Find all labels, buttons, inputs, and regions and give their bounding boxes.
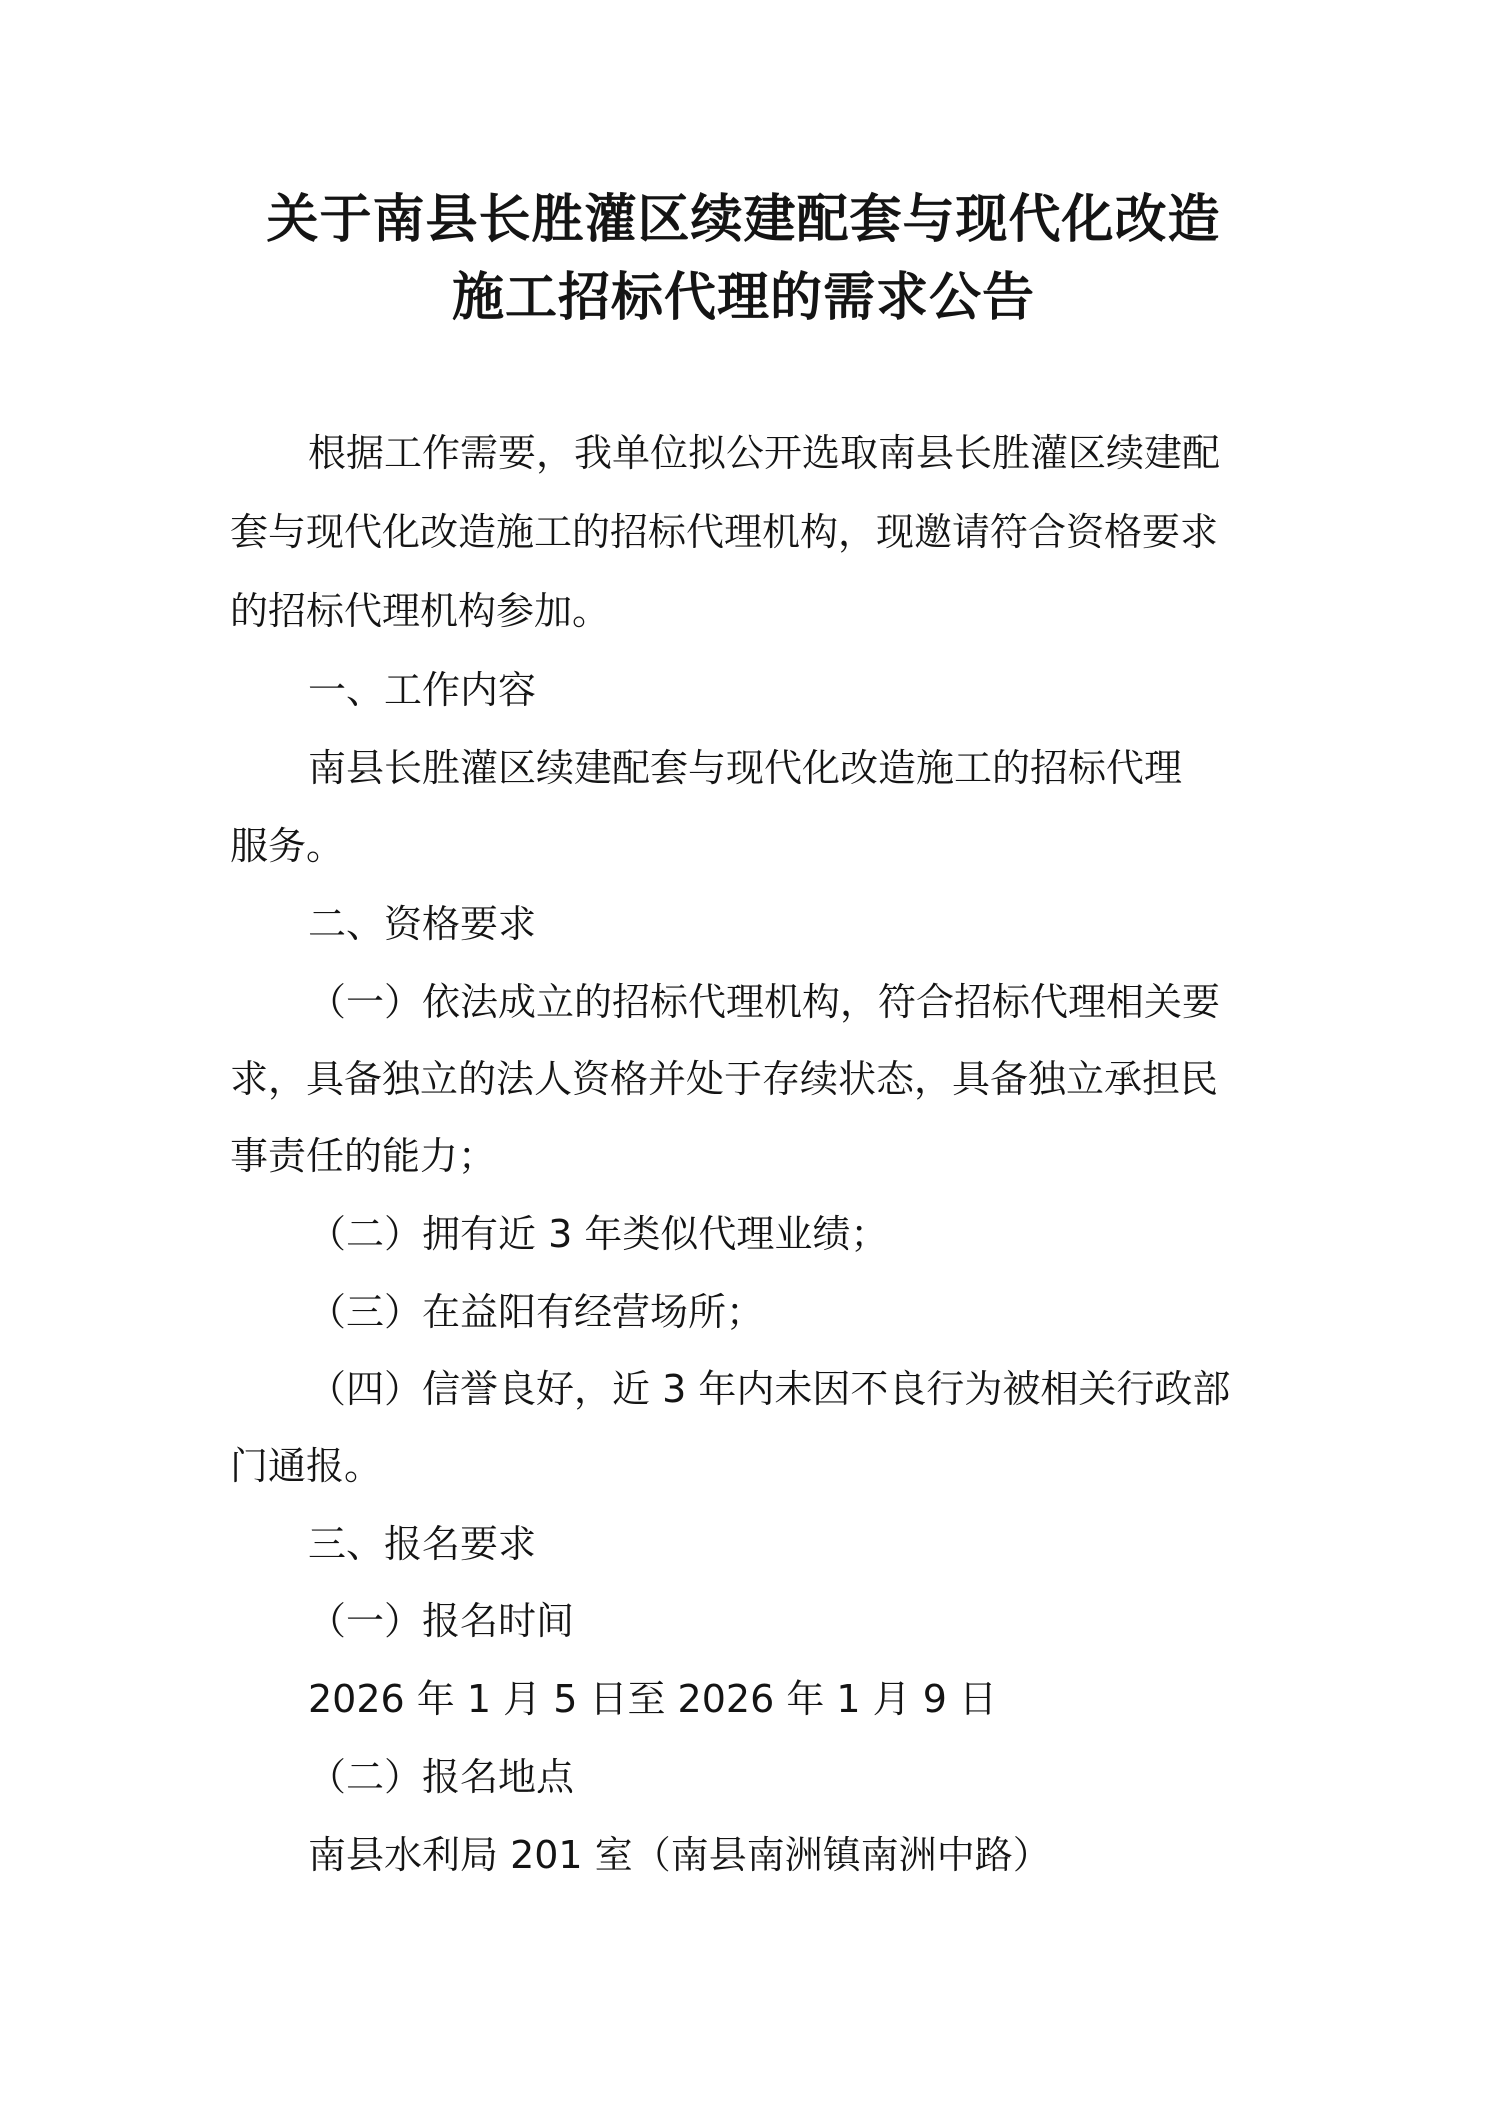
section-2-heading: 二、资格要求 xyxy=(308,902,537,946)
qualification-item-1-line-2: 求，具备独立的法人资格并处于存续状态，具备独立承担民 xyxy=(230,1057,1219,1101)
registration-place-value: 南县水利局 201 室（南县南洲镇南洲中路） xyxy=(308,1833,1051,1877)
section-1-line-2: 服务。 xyxy=(230,824,345,868)
qualification-item-2: （二）拥有近 3 年类似代理业绩； xyxy=(308,1212,889,1256)
intro-line-2: 套与现代化改造施工的招标代理机构，现邀请符合资格要求 xyxy=(230,510,1219,554)
section-1-line-1: 南县长胜灌区续建配套与现代化改造施工的招标代理 xyxy=(308,746,1183,790)
section-1-heading: 一、工作内容 xyxy=(308,668,537,712)
registration-time-label: （一）报名时间 xyxy=(308,1599,575,1643)
registration-time-value: 2026 年 1 月 5 日至 2026 年 1 月 9 日 xyxy=(308,1677,997,1721)
qualification-item-1-line-3: 事责任的能力； xyxy=(230,1134,497,1178)
qualification-item-3: （三）在益阳有经营场所； xyxy=(308,1290,765,1334)
section-3-heading: 三、报名要求 xyxy=(308,1522,537,1566)
qualification-item-4-line-2: 门通报。 xyxy=(230,1444,383,1488)
document-title-line-2: 施工招标代理的需求公告 xyxy=(451,267,1035,328)
qualification-item-4-line-1: （四）信誉良好，近 3 年内未因不良行为被相关行政部 xyxy=(308,1367,1231,1411)
intro-line-1: 根据工作需要，我单位拟公开选取南县长胜灌区续建配 xyxy=(308,431,1221,475)
document-title-line-1: 关于南县长胜灌区续建配套与现代化改造 xyxy=(266,189,1221,250)
qualification-item-1-line-1: （一）依法成立的招标代理机构，符合招标代理相关要 xyxy=(308,980,1221,1024)
intro-line-3: 的招标代理机构参加。 xyxy=(230,589,611,633)
registration-place-label: （二）报名地点 xyxy=(308,1755,575,1799)
